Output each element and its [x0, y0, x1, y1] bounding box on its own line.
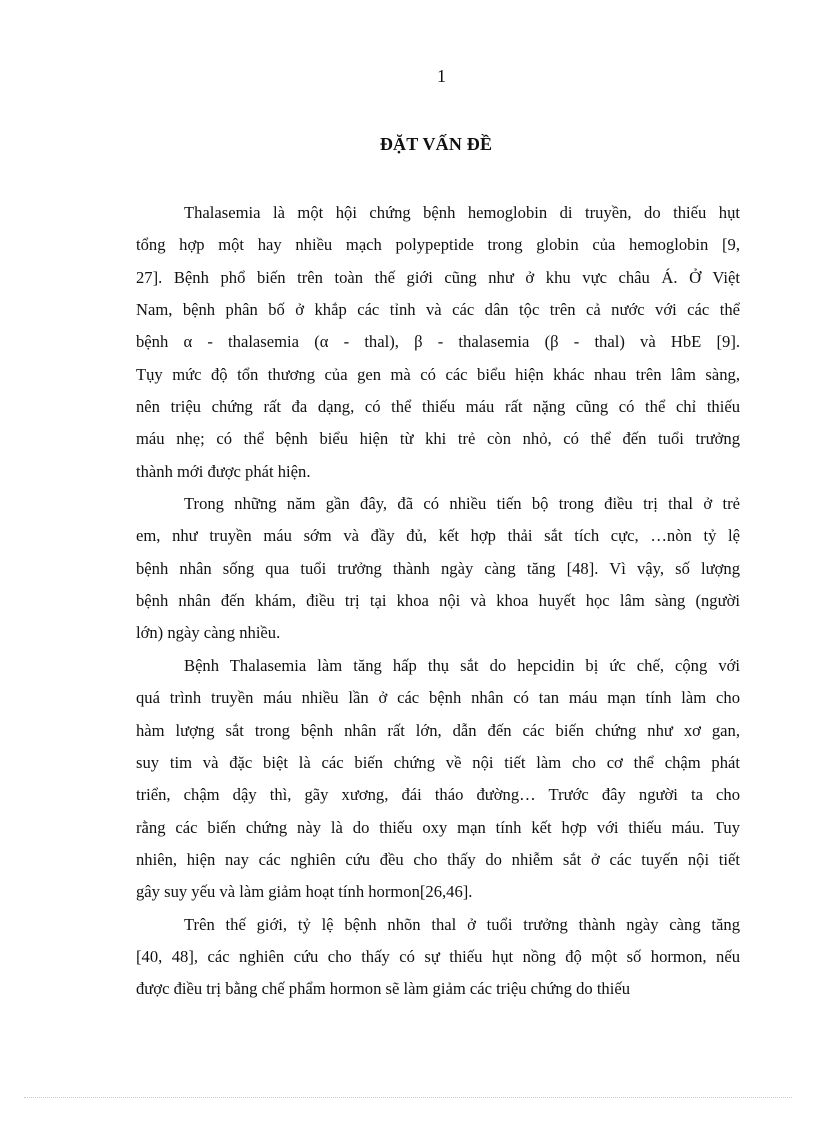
body-text: [136, 197, 740, 1006]
text-line: máu nhẹ; có thể bệnh biểu hiện từ khi trẻ còn nhỏ, có thể đến tuổi trưởng: [136, 429, 740, 449]
text-line: thành mới được phát hiện.: [136, 461, 311, 481]
text-line: Nam, bệnh phân bố ở khắp các tỉnh và các dân tộc trên cả nước với các thể: [136, 300, 740, 320]
text-line: tổng hợp một hay nhiều mạch polypeptide trong globin của hemoglobin [9,: [136, 235, 740, 255]
page-number: 1: [437, 66, 446, 86]
text-line: Thalasemia là một hội chứng bệnh hemoglobin di truyền, do thiếu hụt: [184, 203, 740, 222]
text-line: được điều trị bằng chế phẩm hormon sẽ làm giảm các triệu chứng do thiếu: [136, 979, 631, 999]
text-line: hàm lượng sắt trong bệnh nhân rất lớn, dẫn đến các biến chứng như xơ gan,: [136, 720, 740, 740]
text-line: 27]. Bệnh phổ biến trên toàn thế giới cũng như ở khu vực châu Á. Ở Việt: [136, 267, 740, 287]
text-line: [40, 48], các nghiên cứu cho thấy có sự thiếu hụt nồng độ một số hormon, nếu: [136, 946, 740, 966]
text-line: Trong những năm gần đây, đã có nhiều tiến bộ trong điều trị thal ở trẻ: [184, 494, 740, 514]
page-bottom-divider: [24, 1097, 792, 1098]
text-line: Tụy mức độ tổn thương của gen mà có các biểu hiện khác nhau trên lâm sàng,: [136, 364, 740, 384]
text-line: triển, chậm dậy thì, gãy xương, đái tháo đường… Trước đây người ta cho: [136, 785, 740, 805]
text-line: nhiên, hiện nay các nghiên cứu đều cho thấy do nhiễm sắt ở các tuyến nội tiết: [136, 849, 740, 869]
text-line: Bệnh Thalasemia làm tăng hấp thụ sắt do hepcidin bị ức chế, cộng với: [184, 655, 740, 675]
page-title: ĐẶT VẤN ĐỀ: [379, 134, 493, 154]
text-line: em, như truyền máu sớm và đầy đủ, kết hợp thải sắt tích cực, …nòn tỷ lệ: [136, 526, 740, 546]
text-line: gây suy yếu và làm giảm hoạt tính hormon[26,46].: [136, 882, 473, 902]
text-line: lớn) ngày càng nhiều.: [136, 623, 281, 643]
text-line: bệnh α - thalasemia (α - thal), β - thalasemia (β - thal) và HbE [9].: [136, 332, 740, 352]
text-line: Trên thế giới, tỷ lệ bệnh nhõn thal ở tuổi trưởng thành ngày càng tăng: [184, 914, 740, 934]
text-line: bệnh nhân sống qua tuổi trưởng thành ngày càng tăng [48]. Vì vậy, số lượng: [136, 558, 740, 578]
text-line: quá trình truyền máu nhiều lần ở các bệnh nhân có tan máu mạn tính làm cho: [136, 688, 740, 708]
text-line: nên triệu chứng rất đa dạng, có thể thiếu máu rất nặng cũng có thể chỉ thiếu: [136, 397, 740, 417]
text-line: bệnh nhân đến khám, điều trị tại khoa nội và khoa huyết học lâm sàng (người: [136, 591, 740, 611]
text-line: rằng các biến chứng này là do thiếu oxy mạn tính kết hợp với thiếu máu. Tuy: [136, 817, 740, 837]
text-line: suy tim và đặc biệt là các biến chứng về nội tiết làm cho cơ thể chậm phát: [136, 752, 740, 772]
